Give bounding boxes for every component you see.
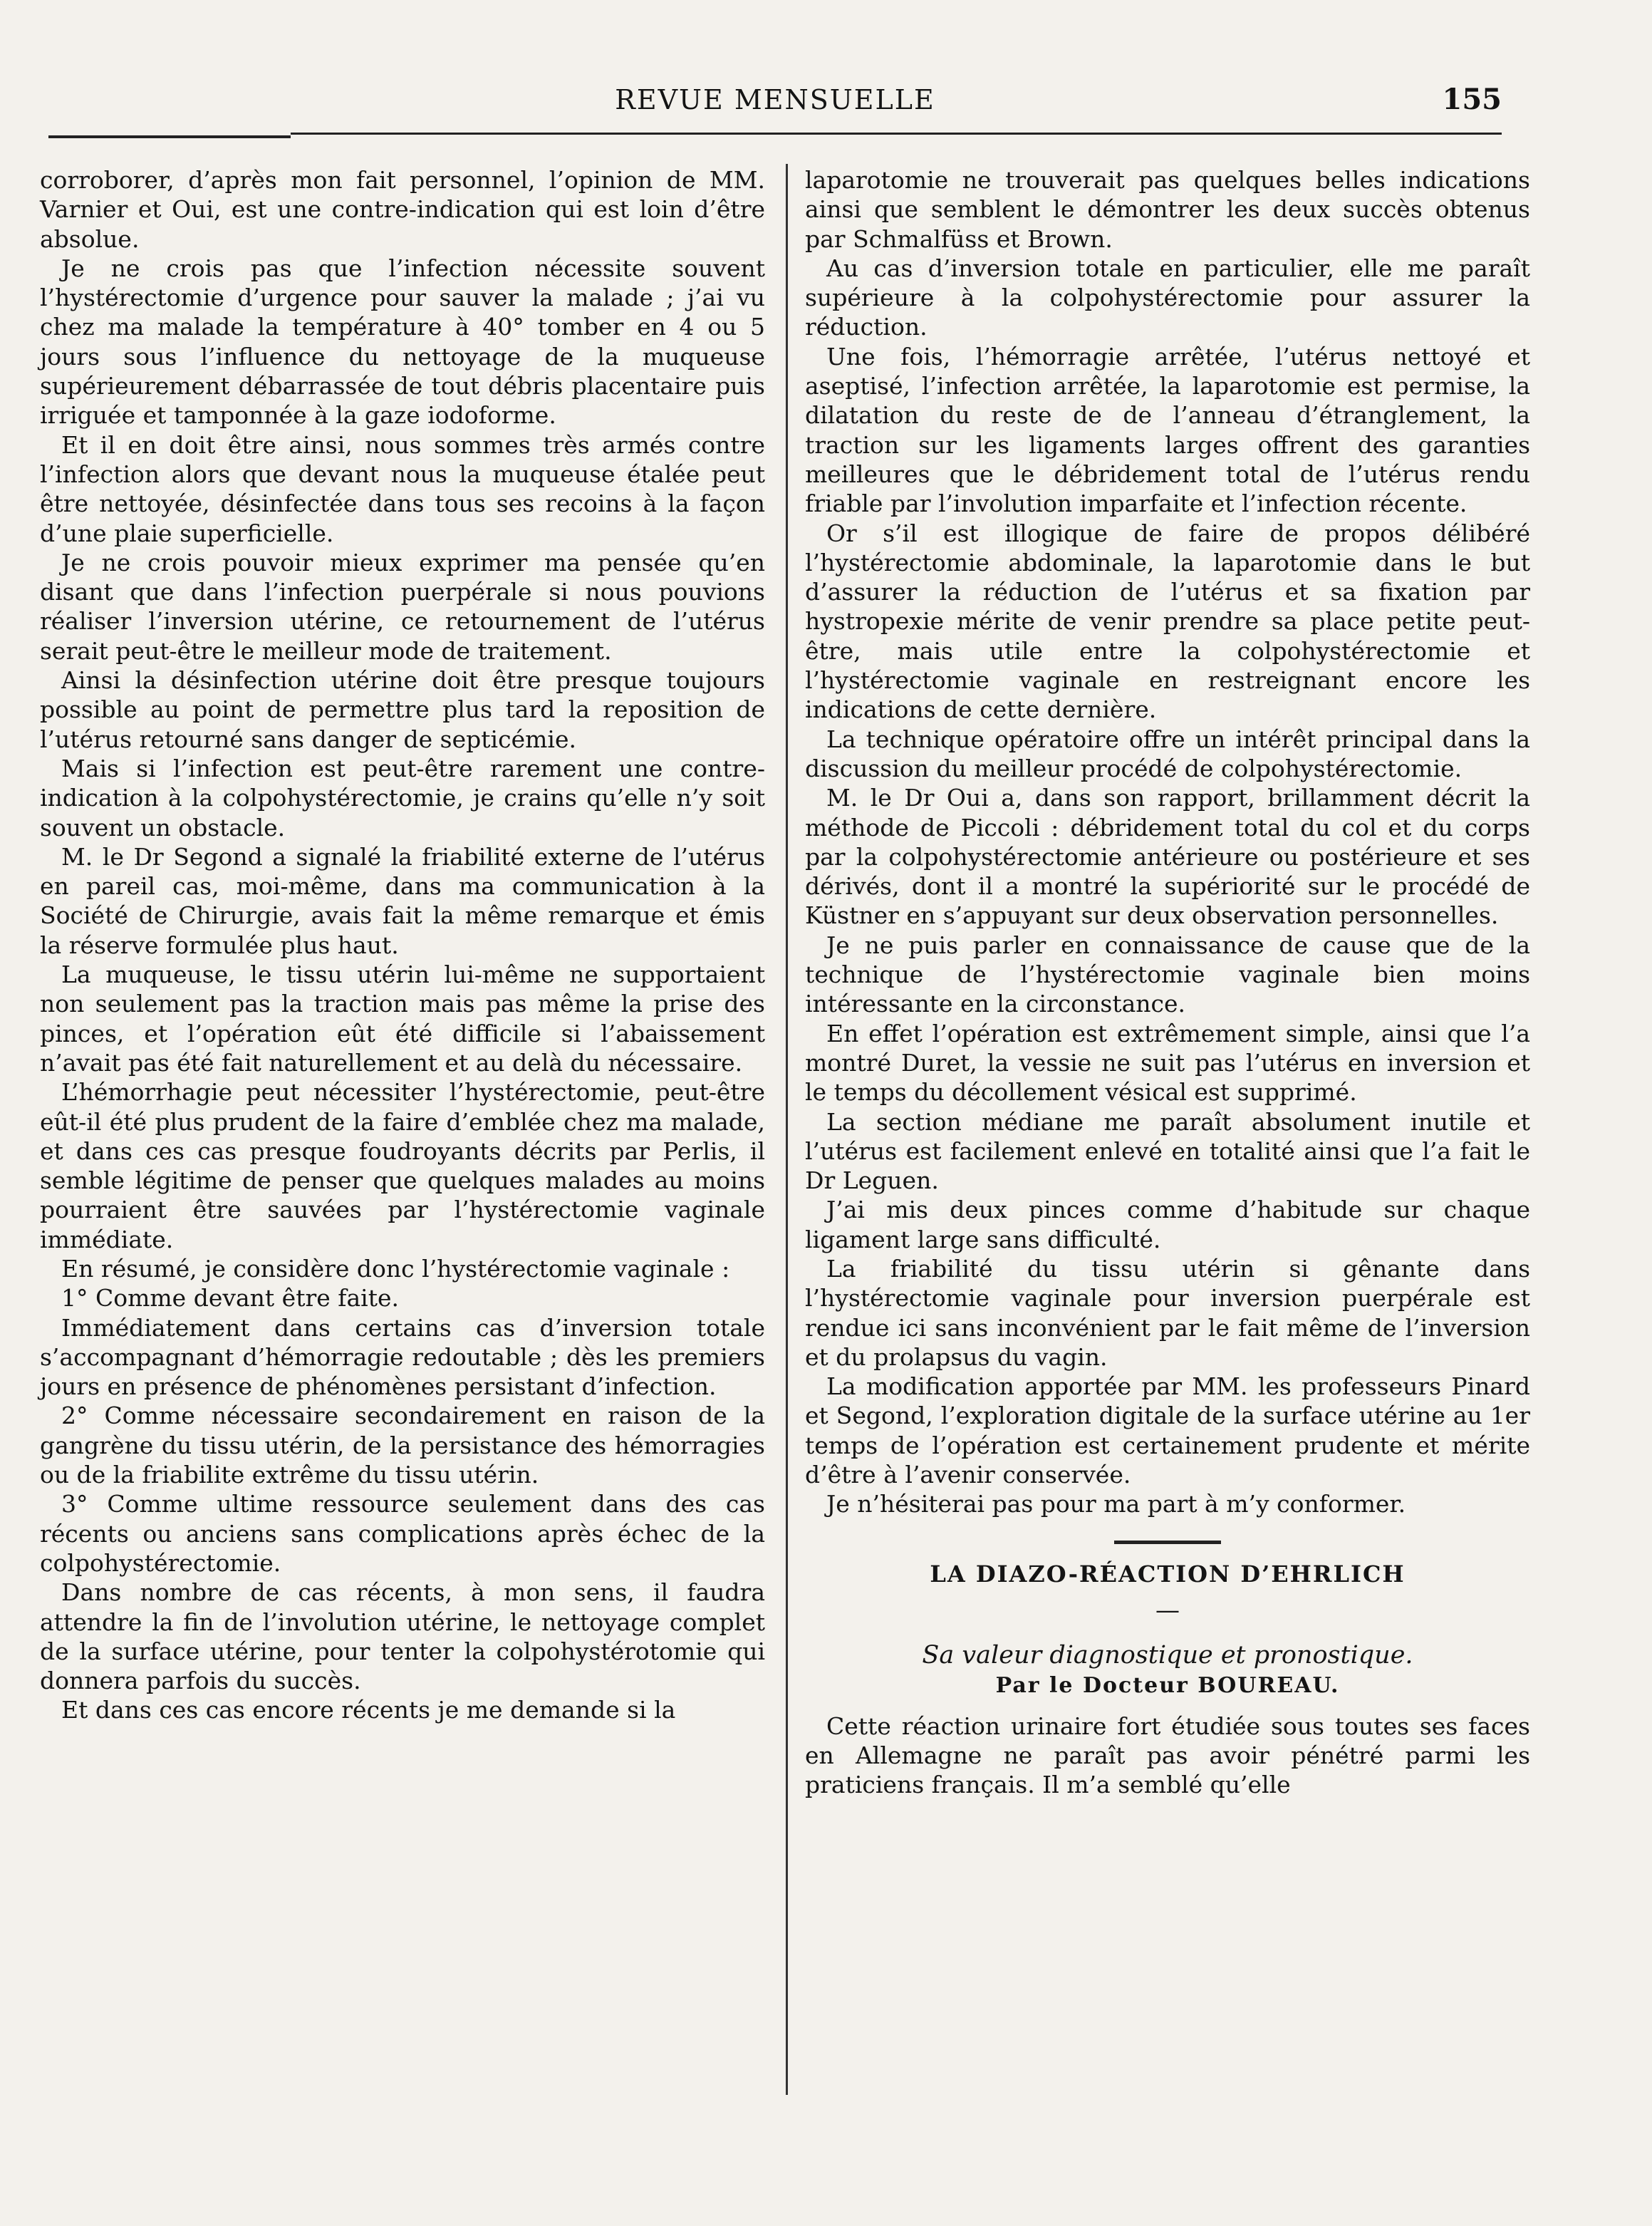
paragraph: La section médiane me paraît absolument inutile et l’utérus est facilement enlevé en totalité ainsi que l’a fait le Dr Leguen.: [805, 1107, 1530, 1195]
section-byline: Par le Docteur BOUREAU.: [995, 1672, 1340, 1698]
paragraph: 2° Comme nécessaire secondairement en raison de la gangrène du tissu utérin, de la persistance des hémorragies ou de la friabilite extrême du tissu utérin.: [40, 1402, 765, 1489]
paragraph: Cette réaction urinaire fort étudiée sous toutes ses faces en Allemagne ne paraît pas avoir pénétré parmi les praticiens français. Il m’a semblé qu’elle: [805, 1712, 1530, 1799]
left-column: [40, 165, 765, 1725]
paragraph: L’hémorrhagie peut nécessiter l’hystérectomie, peut-être eût-il été plus prudent de la faire d’emblée chez ma malade, et dans ces cas presque foudroyants décrits par Perlis, il semble légitime de penser que quelques malades au moins pourraient être sauvées par l’hystérectomie vaginale immédiate.: [40, 1078, 765, 1253]
paragraph: corroborer, d’après mon fait personnel, l’opinion de MM. Varnier et Oui, est une contre-indication qui est loin d’être absolue.: [40, 166, 765, 253]
paragraph: 1° Comme devant être faite.: [61, 1284, 399, 1313]
paragraph: La muqueuse, le tissu utérin lui-même ne supportaient non seulement pas la traction mais pas même la prise des pinces, et l’opération eût été difficile si l’abaissement n’avait pas été fait naturellement et au delà du nécessaire.: [40, 961, 765, 1077]
header-rule-left: [48, 135, 291, 138]
paragraph: Je n’hésiterai pas pour ma part à m’y conformer.: [826, 1490, 1406, 1518]
paragraph: Et dans ces cas encore récents je me demande si la: [61, 1696, 676, 1724]
section-rule: [1114, 1541, 1221, 1544]
section-title: LA DIAZO-RÉACTION D’EHRLICH: [930, 1560, 1406, 1588]
section-dash: —: [1155, 1595, 1180, 1625]
paragraph: En effet l’opération est extrêmement simple, ainsi que l’a montré Duret, la vessie ne suit pas l’utérus en inversion et le temps du décollement vésical est supprimé.: [805, 1019, 1530, 1107]
running-title: REVUE MENSUELLE: [615, 84, 935, 115]
page-header: [48, 80, 1502, 123]
paragraph: Une fois, l’hémorragie arrêtée, l’utérus nettoyé et aseptisé, l’infection arrêtée, la laparotomie est permise, la dilatation du reste de de l’anneau d’étranglement, la traction sur les ligaments larges offrent des garanties meilleures que le débridement total de l’utérus rendu friable par l’involution imparfaite et l’infection récente.: [805, 342, 1530, 518]
paragraph: Ainsi la désinfection utérine doit être presque toujours possible au point de permettre plus tard la reposition de l’utérus retourné sans danger de septicémie.: [40, 666, 765, 753]
paragraph: J’ai mis deux pinces comme d’habitude sur chaque ligament large sans difficulté.: [805, 1196, 1530, 1253]
header-rule: [291, 133, 1502, 135]
paragraph: Je ne puis parler en connaissance de cause que de la technique de l’hystérectomie vaginale bien moins intéressante en la circonstance.: [805, 931, 1530, 1018]
paragraph: laparotomie ne trouverait pas quelques belles indications ainsi que semblent le démontrer les deux succès obtenus par Schmalfüss et Brown.: [805, 166, 1530, 253]
paragraph: Immédiatement dans certains cas d’inversion totale s’accompagnant d’hémorragie redoutable ; dès les premiers jours en présence de phénomènes persistant d’infection.: [40, 1313, 765, 1401]
paragraph: M. le Dr Segond a signalé la friabilité externe de l’utérus en pareil cas, moi-même, dans ma communication à la Société de Chirurgie, avais fait la même remarque et émis la réserve formulée plus haut.: [40, 842, 765, 959]
paragraph: En résumé, je considère donc l’hystérectomie vaginale :: [61, 1254, 730, 1283]
paragraph: Et il en doit être ainsi, nous sommes très armés contre l’infection alors que devant nous la muqueuse étalée peut être nettoyée, désinfectée dans tous ses recoins à la façon d’une plaie superficielle.: [40, 430, 765, 547]
column-divider: [786, 164, 788, 2095]
paragraph: Je ne crois pas que l’infection nécessite souvent l’hystérectomie d’urgence pour sauver la malade ; j’ai vu chez ma malade la température à 40° tomber en 4 ou 5 jours sous l’influence du nettoyage de la muqueuse supérieurement débarrassée de tout débris placentaire puis irriguée et tamponnée à la gaze iodoforme.: [40, 254, 765, 430]
paragraph: 3° Comme ultime ressource seulement dans des cas récents ou anciens sans complications après échec de la colpohystérectomie.: [40, 1490, 765, 1577]
paragraph: La technique opératoire offre un intérêt principal dans la discussion du meilleur procédé de colpohystérectomie.: [805, 725, 1530, 782]
section-subtitle: Sa valeur diagnostique et pronostique.: [922, 1641, 1413, 1670]
paragraph: Mais si l’infection est peut-être rarement une contre-indication à la colpohystérectomie, je crains qu’elle n’y soit souvent un obstacle.: [40, 754, 765, 842]
paragraph: Je ne crois pouvoir mieux exprimer ma pensée qu’en disant que dans l’infection puerpérale si nous pouvions réaliser l’inversion utérine, ce retournement de l’utérus serait peut-être le meilleur mode de traitement.: [40, 548, 765, 665]
paragraph: La friabilité du tissu utérin si gênante dans l’hystérectomie vaginale pour inversion puerpérale est rendue ici sans inconvénient par le fait même de l’inversion et du prolapsus du vagin.: [805, 1254, 1530, 1371]
paragraph: La modification apportée par MM. les professeurs Pinard et Segond, l’exploration digitale de la surface utérine au 1er temps de l’opération est certainement prudente et mérite d’être à l’avenir conservée.: [805, 1372, 1530, 1489]
page-number: 155: [1442, 83, 1502, 116]
right-column: [805, 165, 1530, 1800]
paragraph: Or s’il est illogique de faire de propos délibéré l’hystérectomie abdominale, la laparotomie dans le but d’assurer la réduction de l’utérus et sa fixation par hystropexie mérite de venir prendre sa place petite peut-être, mais utile entre la colpohystérectomie et l’hystérectomie vaginale en restreignant encore les indications de cette dernière.: [805, 519, 1530, 724]
paragraph: M. le Dr Oui a, dans son rapport, brillamment décrit la méthode de Piccoli : débridement total du col et du corps par la colpohystérectomie antérieure ou postérieure et ses dérivés, dont il a montré la supériorité sur le procédé de Küstner en s’appuyant sur deux observation personnelles.: [805, 784, 1530, 930]
paragraph: Dans nombre de cas récents, à mon sens, il faudra attendre la fin de l’involution utérine, le nettoyage complet de la surface utérine, pour tenter la colpohystérotomie qui donnera parfois du succès.: [40, 1578, 765, 1695]
paragraph: Au cas d’inversion totale en particulier, elle me paraît supérieure à la colpohystérectomie pour assurer la réduction.: [805, 254, 1530, 341]
